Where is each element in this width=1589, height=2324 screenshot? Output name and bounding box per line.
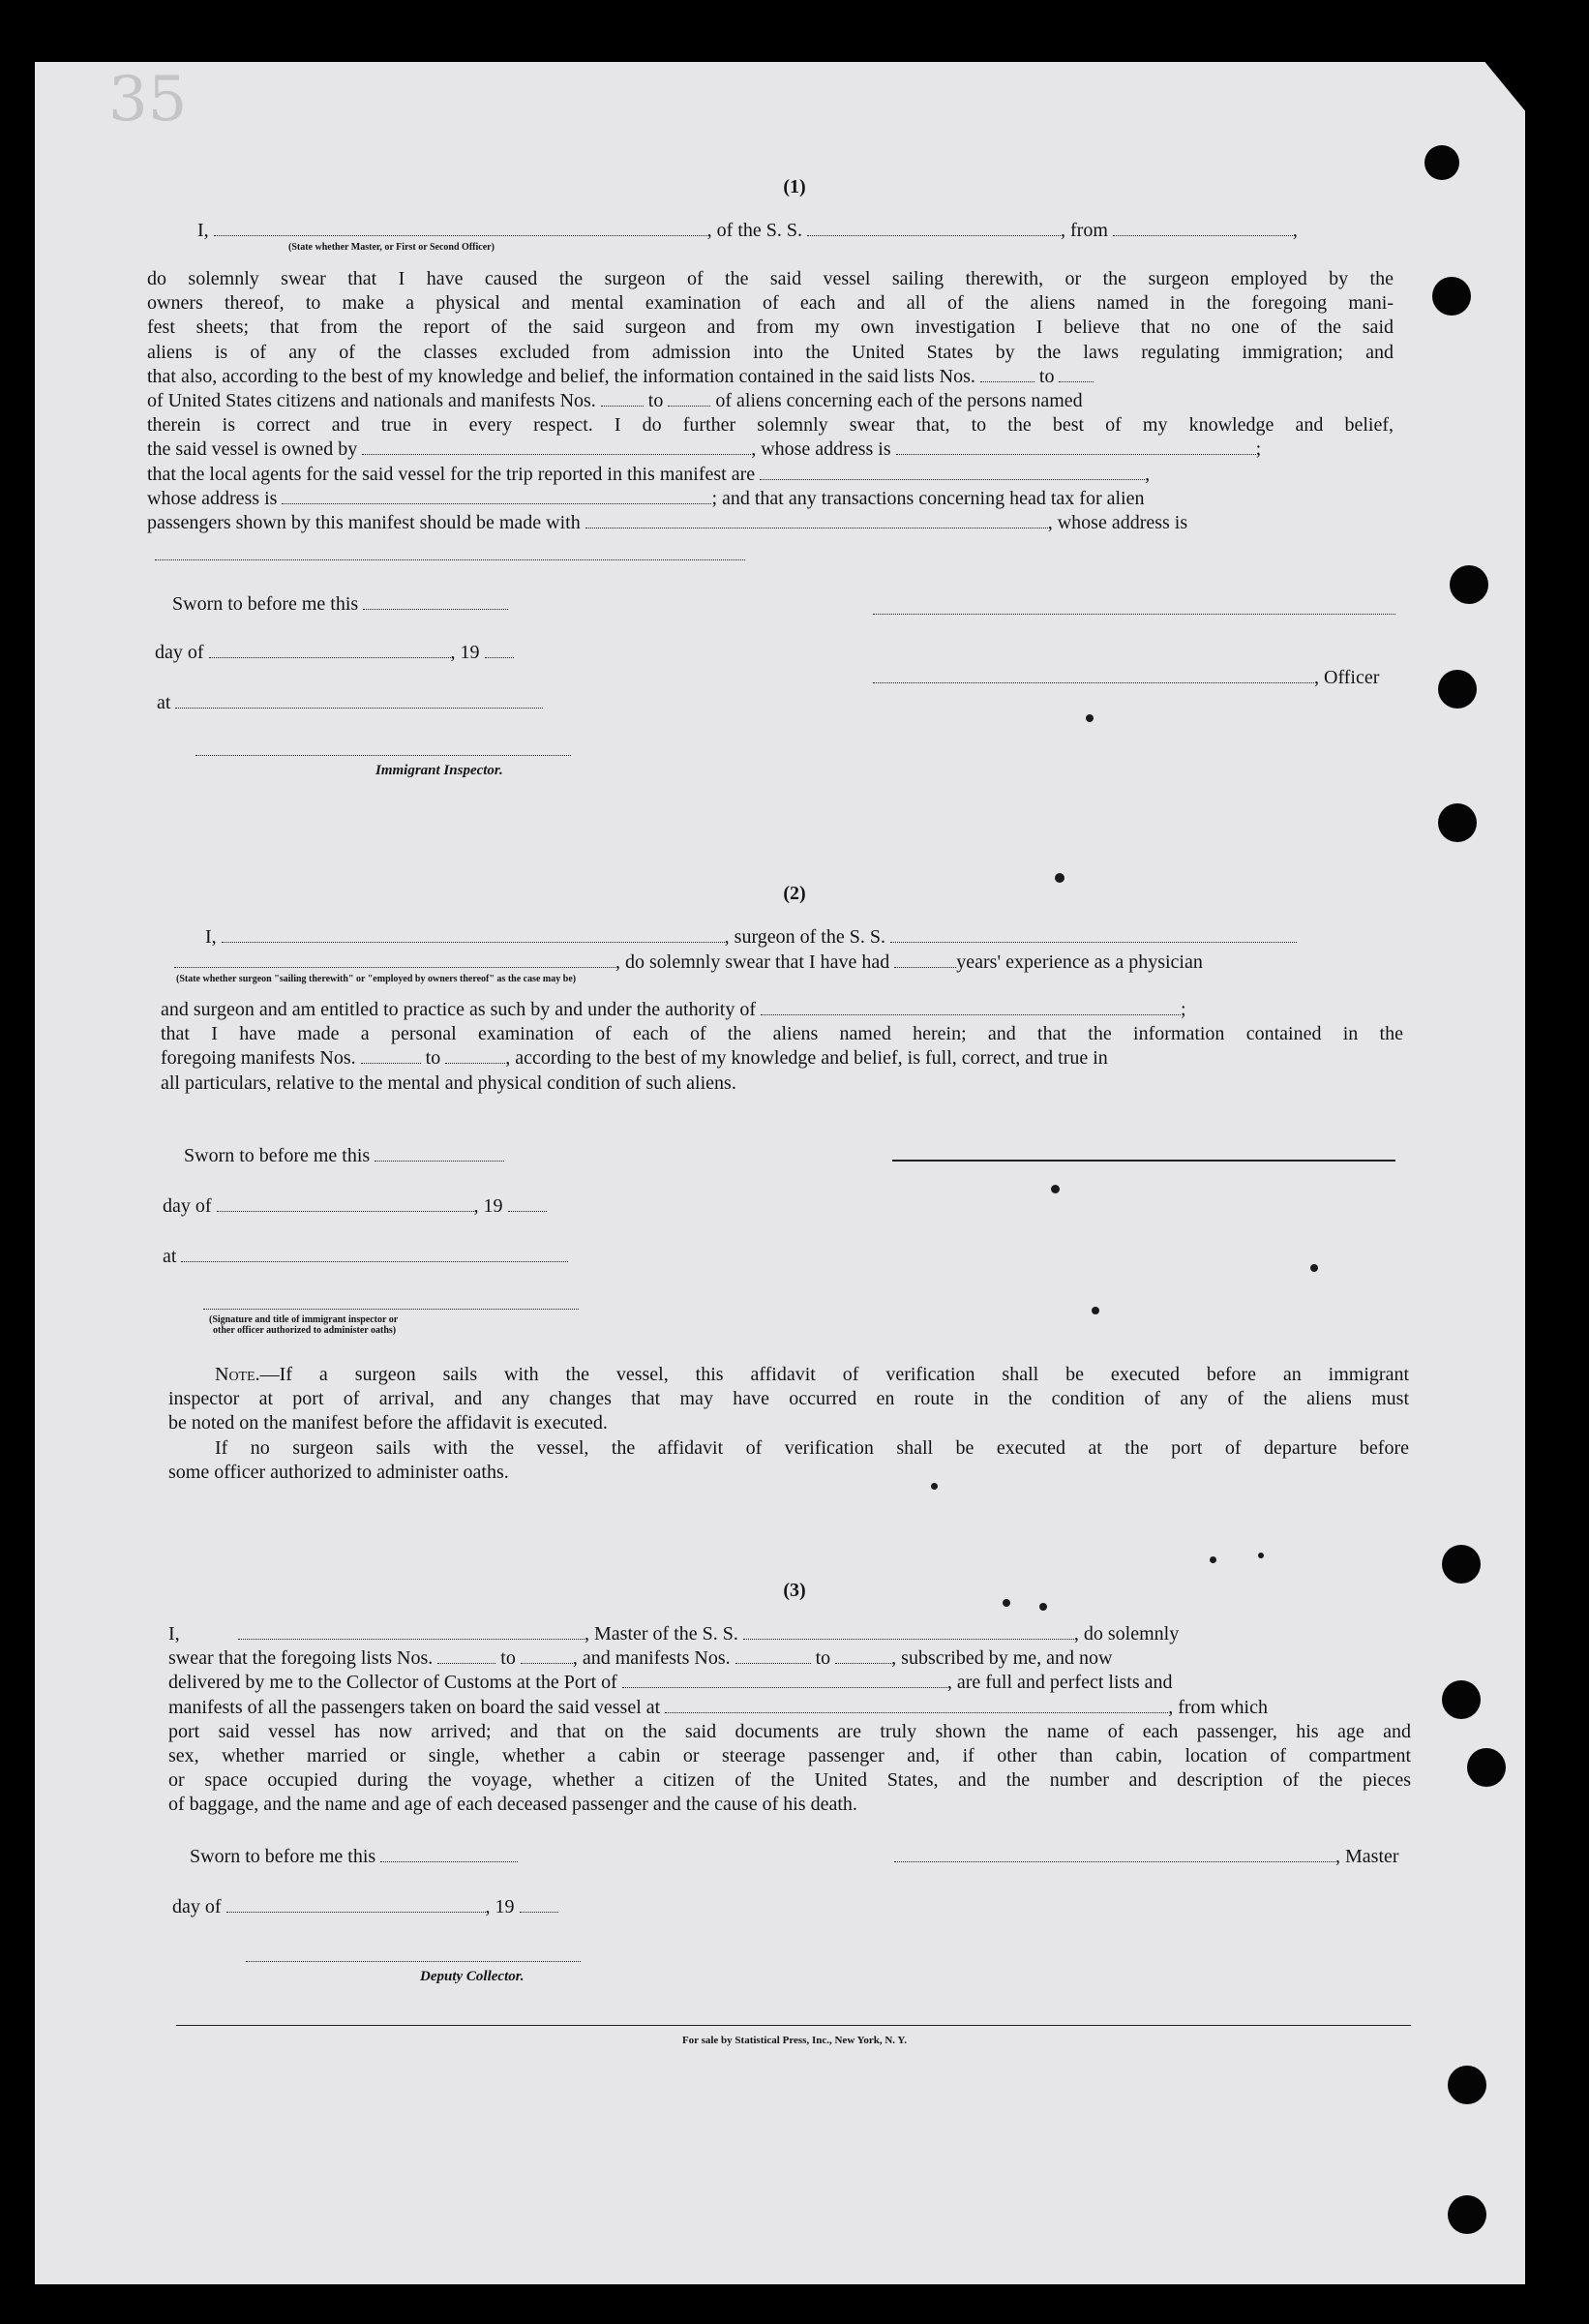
ink-speck	[1039, 1603, 1047, 1611]
ink-speck	[1055, 873, 1064, 883]
day-of-field[interactable]	[226, 1896, 486, 1913]
embarkation-field[interactable]	[665, 1697, 1168, 1713]
master-oath-body: I, , Master of the S. S. , do solemnly swear that the foregoing lists Nos. to , and manifests Nos. to , subscribed by me, and now delivered by me to the Collector of Customs at the Port of , are full and perfect lists and manifests of all the passengers taken on board the said vessel at , from which port said vessel has now arrived; and that on the said documents are truly shown the name of each passenger, his age and sex, whether married or single, whether a cabin or steerage passenger and, if other than cabin, location of compartment or space occupied during the voyage, whether a citizen of the United States, and the number and description of the pieces of baggage, and the name and age of each deceased passenger and the cause of his death.	[168, 1623, 1411, 1816]
ink-speck	[1310, 1264, 1318, 1272]
year-field[interactable]	[485, 642, 514, 658]
head-tax-address-field[interactable]	[155, 559, 745, 560]
manifest-to-field[interactable]	[668, 390, 710, 407]
surgeon-oath-body: and surgeon and am entitled to practice as such by and under the authority of ; that I have made a personal examination of each of the aliens named herein; and that the information contained in the foregoing manifests Nos. to , according to the best of my knowledge and belief, is full, correct, and true in all particulars, relative to the mental and physical condition of such aliens.	[161, 999, 1403, 1094]
punch-hole	[1438, 670, 1477, 709]
punch-hole	[1442, 1680, 1481, 1719]
sworn-date-field[interactable]	[375, 1145, 504, 1162]
year-field[interactable]	[520, 1896, 558, 1913]
master-signature-line[interactable]	[894, 1846, 1335, 1862]
manifests-from-field[interactable]	[735, 1647, 811, 1664]
inspector-signature-line[interactable]	[195, 755, 571, 756]
authority-field[interactable]	[761, 999, 1181, 1015]
punch-hole	[1438, 803, 1477, 842]
master-name-field[interactable]	[238, 1623, 585, 1640]
punch-hole	[1448, 2195, 1486, 2234]
ink-speck	[1051, 1185, 1060, 1193]
punch-hole	[1424, 145, 1459, 180]
punch-hole	[1450, 565, 1488, 604]
day-of-field[interactable]	[217, 1195, 474, 1212]
ship-name-field[interactable]	[807, 220, 1061, 236]
sworn-date-field[interactable]	[363, 593, 508, 610]
origin-field[interactable]	[1113, 220, 1293, 236]
punch-hole	[1467, 1748, 1506, 1787]
stamp-number: 35	[108, 64, 188, 136]
ink-speck	[1210, 1556, 1216, 1563]
signature-caption: (Signature and title of immigrant inspector or	[209, 1314, 399, 1325]
ink-speck	[1092, 1307, 1099, 1314]
surgeon-name-field[interactable]	[222, 926, 725, 943]
port-field[interactable]	[622, 1672, 947, 1688]
surgeon-signature-line[interactable]	[892, 1160, 1395, 1162]
section-number: (1)	[783, 176, 806, 197]
list-to-field[interactable]	[1059, 366, 1094, 382]
printer-imprint: For sale by Statistical Press, Inc., New York, N. Y.	[681, 2035, 908, 2046]
years-experience-field[interactable]	[894, 951, 956, 968]
field-caption: (State whether Master, or First or Second Officer)	[288, 242, 495, 253]
inspector-caption: Immigrant Inspector.	[375, 763, 503, 778]
owner-address-field[interactable]	[896, 438, 1256, 455]
surgeon-status-field[interactable]	[174, 951, 615, 968]
oath-body: do solemnly swear that I have caused the surgeon of the said vessel sailing therewith, or the surgeon employed by the owners thereof, to make a physical and mental examination of each and all of the aliens named in the foregoing mani- fest sheets; that from the report of the said surgeon and from my own investigation I believe that no one of the said aliens is of any of the classes excluded from admission into the United States by the laws regulating immigration; and that also, according to the best of my knowledge and belief, the information contained in the said lists Nos. to of United States citizens and nationals and manifests Nos. to of aliens concerning each of the persons named therein is correct and true in every respect. I do further solemnly swear that, to the best of my knowledge and belief, the said vessel is owned by , whose address is ; that the local agents for the said vessel for the trip reported in this manifest are , whose address is ; and that any transactions concerning head tax for alien passengers shown by this manifest should be made with , whose address is	[147, 268, 1394, 534]
officer-name-field[interactable]	[214, 220, 707, 236]
master-ship-field[interactable]	[743, 1623, 1074, 1640]
ink-speck	[1258, 1553, 1264, 1558]
agents-address-field[interactable]	[282, 488, 711, 504]
manifest-to-field[interactable]	[445, 1047, 505, 1064]
ink-speck	[1086, 714, 1094, 722]
footer-rule	[176, 2025, 1411, 2026]
place-field[interactable]	[181, 1246, 568, 1262]
sworn-date-field[interactable]	[380, 1846, 518, 1862]
collector-caption: Deputy Collector.	[420, 1969, 525, 1984]
surgeon-ship-field[interactable]	[890, 926, 1297, 943]
day-of-field[interactable]	[209, 642, 451, 658]
lists-from-field[interactable]	[437, 1647, 495, 1664]
manifest-from-field[interactable]	[361, 1047, 421, 1064]
manifest-from-field[interactable]	[601, 390, 644, 407]
field-caption: (State whether surgeon "sailing therewith" or "employed by owners thereof" as the case may be)	[176, 974, 577, 984]
officer-title-field[interactable]	[873, 667, 1314, 683]
agents-field[interactable]	[760, 464, 1145, 480]
officer-signature-line[interactable]	[873, 614, 1395, 615]
punch-hole	[1442, 1545, 1481, 1584]
year-field[interactable]	[508, 1195, 547, 1212]
punch-hole	[1448, 2066, 1486, 2104]
punch-hole	[1432, 277, 1471, 316]
lists-to-field[interactable]	[521, 1647, 573, 1664]
manifests-to-field[interactable]	[835, 1647, 891, 1664]
section-number: (2)	[783, 883, 806, 904]
collector-signature-line[interactable]	[246, 1961, 581, 1962]
signature-caption: other officer authorized to administer oaths)	[213, 1325, 397, 1336]
head-tax-party-field[interactable]	[585, 512, 1048, 528]
place-field[interactable]	[175, 692, 543, 709]
owner-field[interactable]	[362, 438, 751, 455]
list-from-field[interactable]	[980, 366, 1034, 382]
oath-line: I, , of the S. S. , from ,	[197, 220, 1298, 241]
note-block: Note.—If a surgeon sails with the vessel, this affidavit of verification shall be executed before an immigrant inspector at port of arrival, and any changes that may have occurred en route in the condition of any of the aliens must be noted on the manifest before the affidavit is executed. If no surgeon sails with the vessel, the affidavit of verification shall be executed at the port of departure before some officer authorized to administer oaths.	[168, 1364, 1409, 1483]
section-number: (3)	[783, 1580, 806, 1601]
oath-officer-signature-line[interactable]	[203, 1309, 579, 1310]
